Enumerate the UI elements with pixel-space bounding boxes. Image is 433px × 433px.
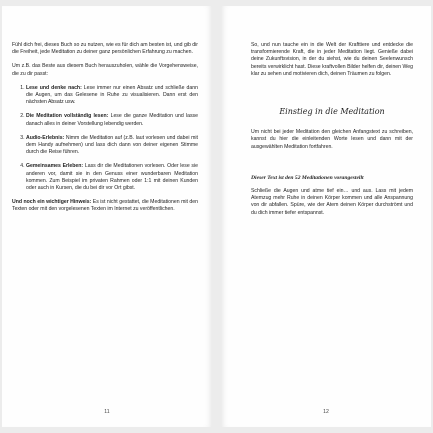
left-page (2, 6, 212, 427)
section-subheading: Dieser Text ist den 52 Meditationen vorangestellt (251, 174, 364, 181)
right-intro-paragraph: So, und nun tauche ein in die Welt der Krafttiere und entdecke die transformierende Kraft, die in jeder Meditation liegt. Genieße dabei deine Zukunftsvision, in der du siehst, wie du deinen Seelenwunsch bereits verwirklicht hast. Diese kraftvollen Bilder helfen dir, deinen Weg klar zu sehen und motivieren dich, deinen Träumen zu folgen. (251, 42, 413, 77)
page-number-left: 11 (104, 408, 110, 415)
list-item (26, 163, 198, 192)
subsection-paragraph: Schließe die Augen und atme tief ein… und aus. Lass mit jedem Atemzug mehr Ruhe in deinen Körper kommen und alle Anspannung von dir abfallen. Spüre, wie der Atem deinen Körper durchströmt und du dich immer tiefer entspannst. (251, 188, 413, 216)
list-item (26, 113, 198, 127)
list-item-title: Lese und denke nach: (26, 84, 82, 91)
list-item (26, 85, 198, 107)
left-lead-paragraph: Um z.B. das Beste aus diesem Buch herauszuholen, wähle die Vorgehensweise, die zu dir passt: (12, 63, 198, 77)
list-item-text: Nimm die Meditation auf (z.B. laut vorlesen und dabei mit dem Handy aufnehmen) und lass dich dann von deiner eigenen Stimme durch die Reise führen. (26, 134, 198, 156)
note-title: Und noch ein wichtiger Hinweis: (12, 199, 92, 206)
list-item (26, 135, 198, 157)
page-number-right: 12 (323, 408, 329, 415)
important-note (12, 199, 198, 213)
section-heading: Einstieg in die Meditation (279, 107, 385, 117)
list-item-text: Lese immer nur einen Absatz und schließe dann die Augen, um das Gelesene in Ruhe zu visualisieren. Dann erst den nächsten Absatz usw. (26, 84, 198, 106)
right-page (221, 6, 431, 427)
left-intro-paragraph: Fühl dich frei, dieses Buch so zu nutzen, wie es für dich am besten ist, und gib dir die Freiheit, jede Meditation zu deiner ganz persönlichen Erfahrung zu machen. (12, 42, 198, 56)
list-item-text: Lass dir die Meditationen vorlesen. Oder lese sie anderen vor, damit sie in den Genuss einer wunderbaren Meditation kommen. Zum Beispiel im privaten Rahmen oder 1:1 mit deinen Kunden oder auch in Kursen, die du bei dir vor Ort gibst. (26, 163, 199, 192)
list-item-title: Audio-Erlebnis: (26, 134, 65, 141)
usage-options-list (12, 85, 198, 192)
list-item-text: Lese die ganze Meditation und lasse danach alles in deiner Vorstellung lebendig werden. (26, 113, 198, 127)
note-text: Es ist nicht gestattet, die Meditationen mit den Texten oder mit den vorgelesenen Texten im Internet zu veröffentlichen. (12, 199, 198, 213)
section-paragraph: Um nicht bei jeder Meditation den gleichen Anfangstext zu schreiben, kannst du hier die einleitenden Worte lesen und dann mit der ausgewählten Meditation fortfahren. (251, 129, 413, 150)
list-item-title: Die Meditation vollständig lesen: (26, 113, 109, 120)
list-item-title: Gemeinsames Erleben: (26, 163, 84, 170)
